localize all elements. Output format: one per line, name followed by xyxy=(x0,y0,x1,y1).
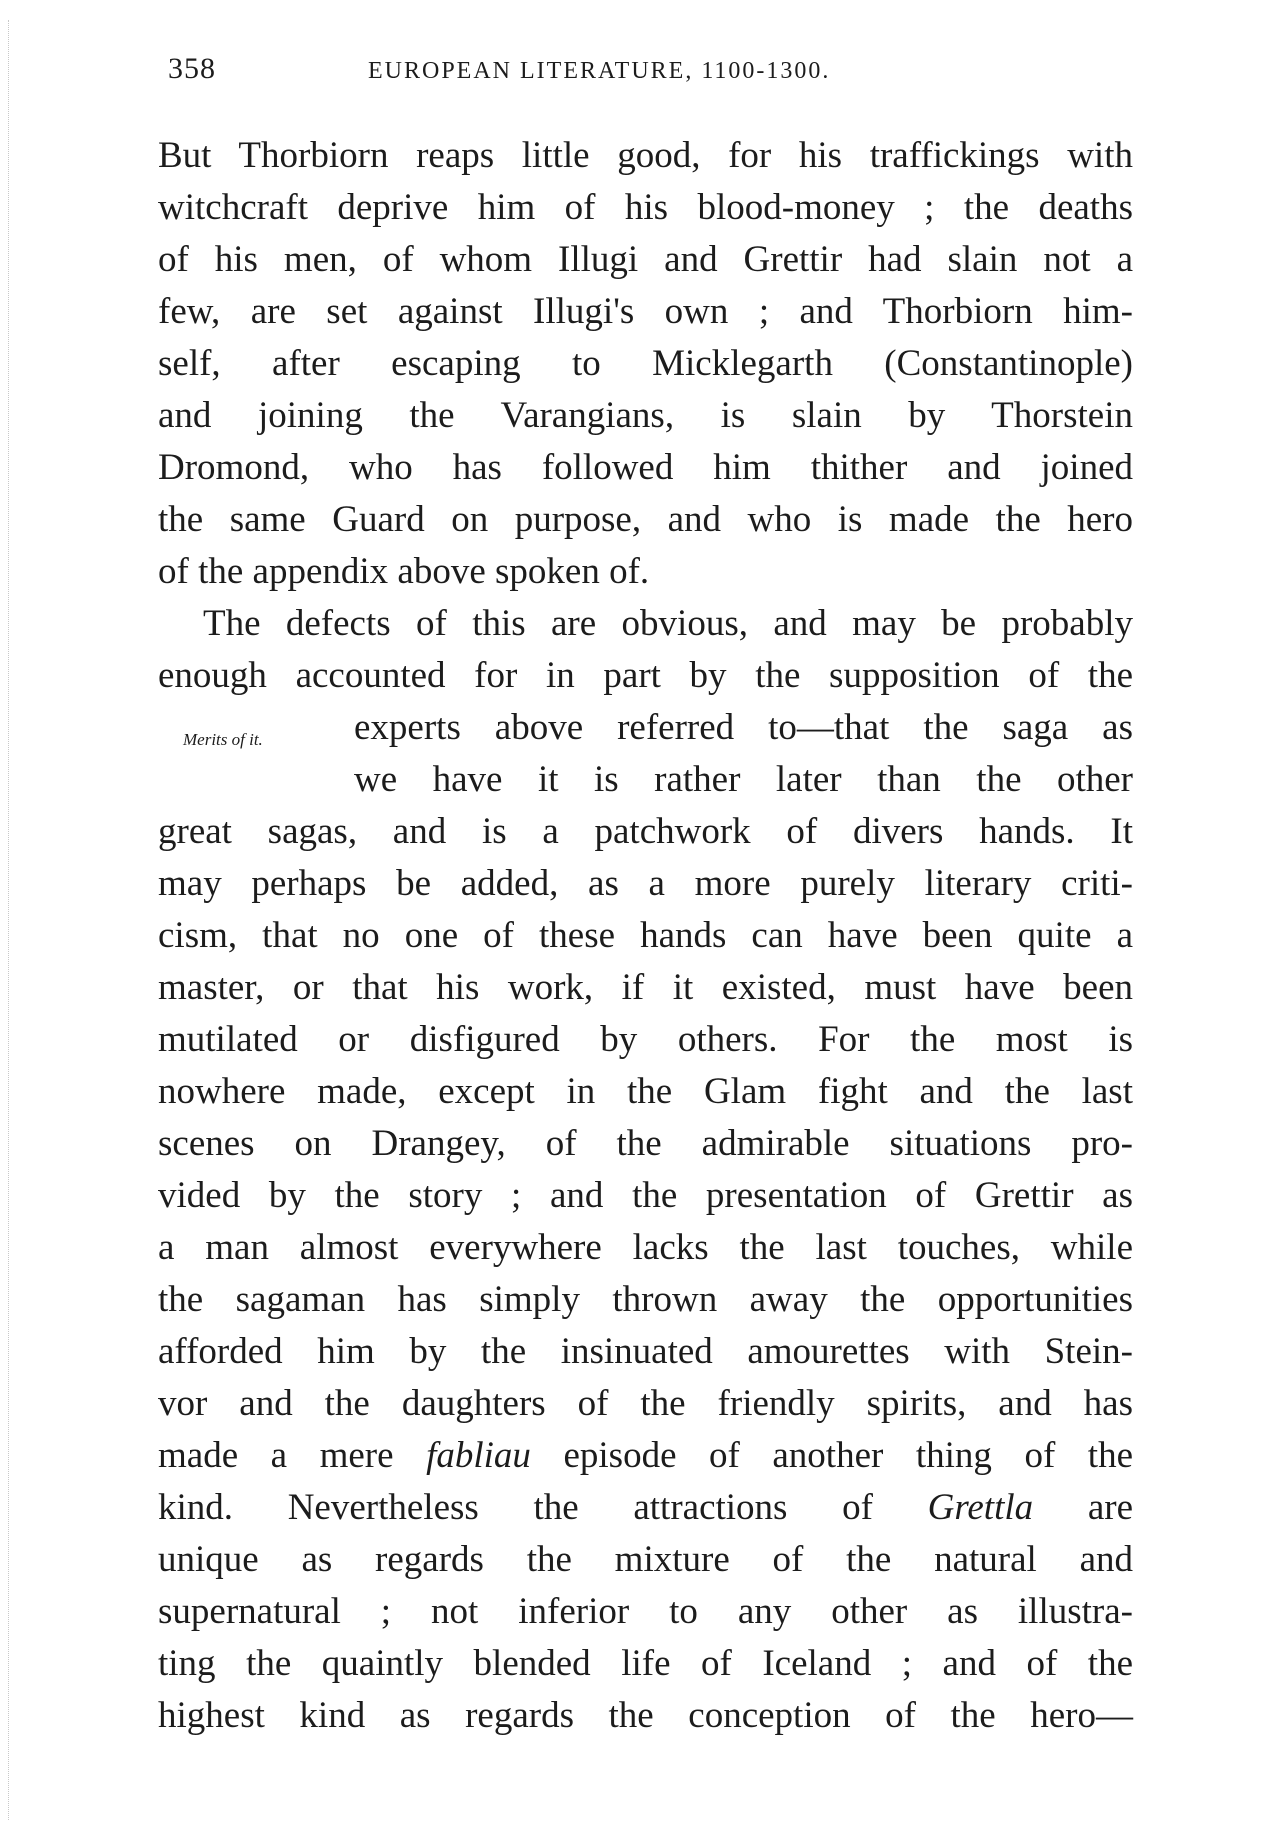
text-line: the sagaman has simply thrown away the opportunities xyxy=(158,1279,1133,1320)
text-line: unique as regards the mixture of the natural and xyxy=(158,1539,1133,1580)
text-line: few, are set against Illugi's own ; and Thorbiorn him- xyxy=(158,291,1133,332)
text-line: great sagas, and is a patchwork of divers hands. It xyxy=(158,811,1133,852)
running-title: EUROPEAN LITERATURE, 1100-1300. xyxy=(368,58,831,84)
text-line: witchcraft deprive him of his blood-money ; the deaths xyxy=(158,187,1133,228)
text-line: of his men, of whom Illugi and Grettir had slain not a xyxy=(158,239,1133,280)
text-line: the same Guard on purpose, and who is made the hero xyxy=(158,499,1133,540)
text-line: highest kind as regards the conception of the hero— xyxy=(158,1695,1133,1736)
body-text xyxy=(158,130,1133,1742)
page-number: 358 xyxy=(168,52,216,85)
text-line: made a mere fabliau episode of another thing of the xyxy=(158,1435,1133,1476)
text-line: supernatural ; not inferior to any other as illustra- xyxy=(158,1591,1133,1632)
text-line: Dromond, who has followed him thither and joined xyxy=(158,447,1133,488)
text-line: mutilated or disfigured by others. For the most is xyxy=(158,1019,1133,1060)
italic-word: fabliau xyxy=(426,1435,531,1476)
page-header xyxy=(168,52,1128,92)
italic-word: Grettla xyxy=(927,1487,1034,1528)
text-line: of the appendix above spoken of. xyxy=(158,551,650,592)
text-line: vided by the story ; and the presentation of Grettir as xyxy=(158,1175,1133,1216)
text-line: vor and the daughters of the friendly spirits, and has xyxy=(158,1383,1133,1424)
text-line: The defects of this are obvious, and may be probably xyxy=(203,603,1133,644)
text-line: and joining the Varangians, is slain by Thorstein xyxy=(158,395,1133,436)
text-line: experts above referred to—that the saga as xyxy=(354,707,1133,748)
text-line: afforded him by the insinuated amourettes with Stein- xyxy=(158,1331,1133,1372)
text-line: self, after escaping to Micklegarth (Constantinople) xyxy=(158,343,1133,384)
text-line: kind. Nevertheless the attractions of Grettla are xyxy=(158,1487,1133,1528)
text-line: a man almost everywhere lacks the last touches, while xyxy=(158,1227,1133,1268)
text-line: nowhere made, except in the Glam fight and the last xyxy=(158,1071,1133,1112)
text-line: scenes on Drangey, of the admirable situations pro- xyxy=(158,1123,1133,1164)
text-line: master, or that his work, if it existed, must have been xyxy=(158,967,1133,1008)
text-line: cism, that no one of these hands can have been quite a xyxy=(158,915,1133,956)
text-line: we have it is rather later than the other xyxy=(354,759,1133,800)
text-line: But Thorbiorn reaps little good, for his traffickings with xyxy=(158,135,1133,176)
text-line: enough accounted for in part by the supposition of the xyxy=(158,655,1133,696)
page-edge-dots xyxy=(8,20,9,1820)
text-line: ting the quaintly blended life of Iceland ; and of the xyxy=(158,1643,1133,1684)
text-line: may perhaps be added, as a more purely literary criti- xyxy=(158,863,1133,904)
margin-note: Merits of it. xyxy=(183,730,263,749)
